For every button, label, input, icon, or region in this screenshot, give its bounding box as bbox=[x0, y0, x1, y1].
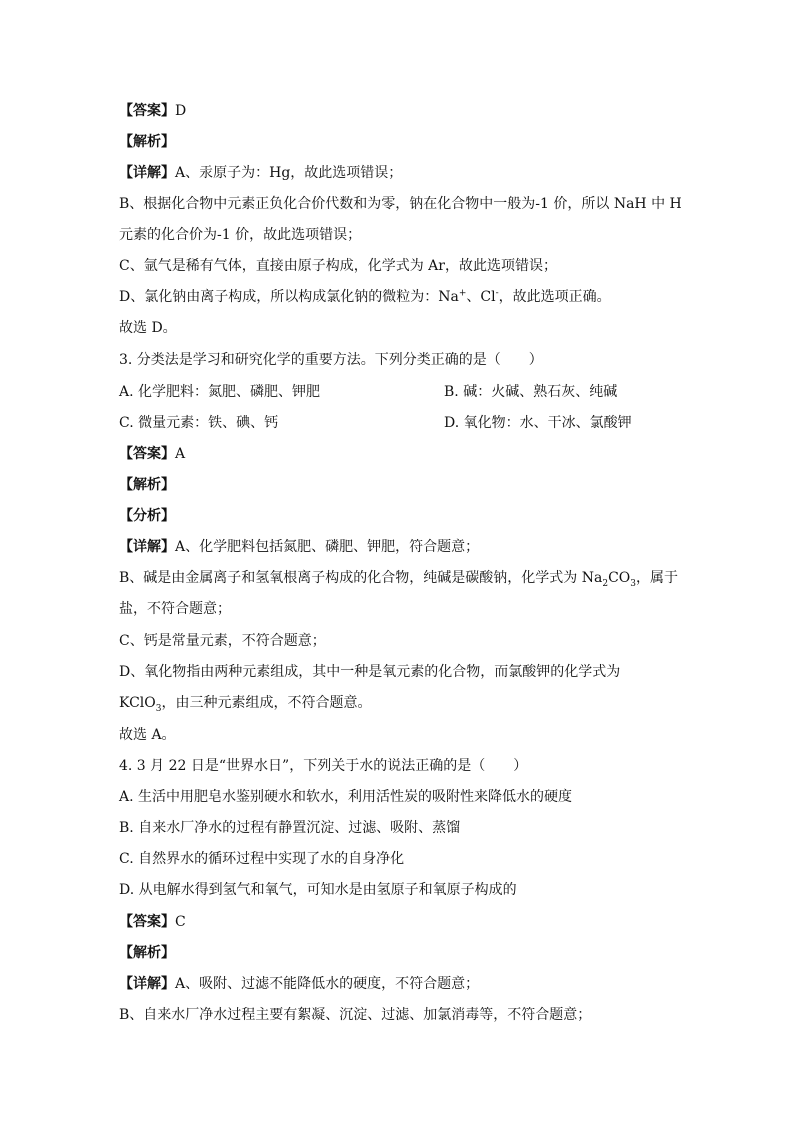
q2-detail-a bbox=[119, 163, 402, 183]
answer-value: C bbox=[175, 914, 186, 930]
q4-detail-a bbox=[119, 974, 479, 994]
formula-subscript: 3 bbox=[155, 703, 162, 714]
chloride-charge: - bbox=[495, 288, 499, 299]
q2-detail-d bbox=[119, 287, 611, 307]
detail-text: A、汞原子为：Hg，故此选项错误； bbox=[175, 165, 403, 181]
q3-detail-b1 bbox=[119, 568, 678, 588]
q2-conclusion: 故选 D。 bbox=[119, 320, 177, 336]
formula-part: CO bbox=[608, 570, 631, 586]
q3-stem: 3. 分类法是学习和研究化学的重要方法。下列分类正确的是（ ） bbox=[119, 352, 543, 368]
q3-fenxi-label: 【分析】 bbox=[119, 508, 175, 524]
q3-detail-d2 bbox=[119, 693, 371, 713]
detail-d-post: ，由三种元素组成，不符合题意。 bbox=[161, 695, 372, 711]
detail-label: 【详解】 bbox=[119, 165, 175, 181]
detail-b-post: ，属于 bbox=[636, 570, 679, 586]
q2-detail-b1: B、根据化合物中元素正负化合价代数和为零，钠在化合物中一般为-1 价，所以 NaH 中 H bbox=[119, 196, 682, 212]
formula-part: KClO bbox=[119, 695, 156, 711]
answer-label: 【答案】 bbox=[119, 446, 175, 462]
q3-option-c: C. 微量元素：铁、碘、钙 bbox=[119, 415, 279, 431]
q4-option-b: B. 自来水厂净水的过程有静置沉淀、过滤、吸附、蒸馏 bbox=[119, 820, 461, 836]
sodium-charge: + bbox=[458, 288, 467, 299]
q3-detail-d1: D、氧化物指由两种元素组成，其中一种是氧元素的化合物，而氯酸钾的化学式为 bbox=[119, 664, 621, 680]
answer-label: 【答案】 bbox=[119, 103, 175, 119]
q4-analysis-label: 【解析】 bbox=[119, 945, 175, 961]
detail-d-text: D、氯化钠由离子构成，所以构成氯化钠的微粒为：Na bbox=[119, 289, 459, 305]
q4-stem: 4. 3 月 22 日是“世界水日”，下列关于水的说法正确的是（ ） bbox=[119, 758, 528, 774]
formula-subscript: 2 bbox=[602, 578, 609, 589]
formula-subscript: 3 bbox=[630, 578, 637, 589]
q2-answer bbox=[119, 101, 186, 121]
detail-label: 【详解】 bbox=[119, 976, 175, 992]
detail-d-mid: 、Cl bbox=[466, 289, 496, 305]
answer-label: 【答案】 bbox=[119, 914, 175, 930]
q2-detail-c: C、氩气是稀有气体，直接由原子构成，化学式为 Ar，故此选项错误； bbox=[119, 258, 557, 274]
q4-option-c: C. 自然界水的循环过程中实现了水的自身净化 bbox=[119, 851, 405, 867]
detail-b-text: B、碱是由金属离子和氢氧根离子构成的化合物，纯碱是碳酸钠，化学式为 Na bbox=[119, 570, 603, 586]
q3-conclusion: 故选 A。 bbox=[119, 727, 176, 743]
q3-detail-c: C、钙是常量元素，不符合题意； bbox=[119, 633, 326, 649]
answer-value: A bbox=[175, 446, 186, 462]
q2-analysis-label: 【解析】 bbox=[119, 134, 175, 150]
q4-detail-b: B、自来水厂净水过程主要有絮凝、沉淀、过滤、加氯消毒等，不符合题意； bbox=[119, 1007, 592, 1023]
q4-answer bbox=[119, 912, 186, 932]
detail-text: A、化学肥料包括氮肥、磷肥、钾肥，符合题意； bbox=[175, 539, 480, 555]
q4-option-d: D. 从电解水得到氢气和氧气，可知水是由氢原子和氧原子构成的 bbox=[119, 882, 517, 898]
q3-option-b: B. 碱：火碱、熟石灰、纯碱 bbox=[444, 384, 618, 400]
q3-analysis-label: 【解析】 bbox=[119, 477, 175, 493]
q3-option-d: D. 氧化物：水、干冰、氯酸钾 bbox=[444, 415, 632, 431]
answer-value: D bbox=[175, 103, 187, 119]
detail-label: 【详解】 bbox=[119, 539, 175, 555]
q3-detail-b2: 盐，不符合题意； bbox=[119, 601, 231, 617]
q2-detail-b2: 元素的化合价为-1 价，故此选项错误； bbox=[119, 227, 362, 243]
q3-detail-a bbox=[119, 537, 479, 557]
q3-option-a: A. 化学肥料：氮肥、磷肥、钾肥 bbox=[119, 384, 321, 400]
detail-d-post: ，故此选项正确。 bbox=[498, 289, 611, 305]
q3-answer bbox=[119, 444, 185, 464]
q4-option-a: A. 生活中用肥皂水鉴别硬水和软水，利用活性炭的吸附性来降低水的硬度 bbox=[119, 789, 573, 805]
detail-text: A、吸附、过滤不能降低水的硬度，不符合题意； bbox=[175, 976, 480, 992]
